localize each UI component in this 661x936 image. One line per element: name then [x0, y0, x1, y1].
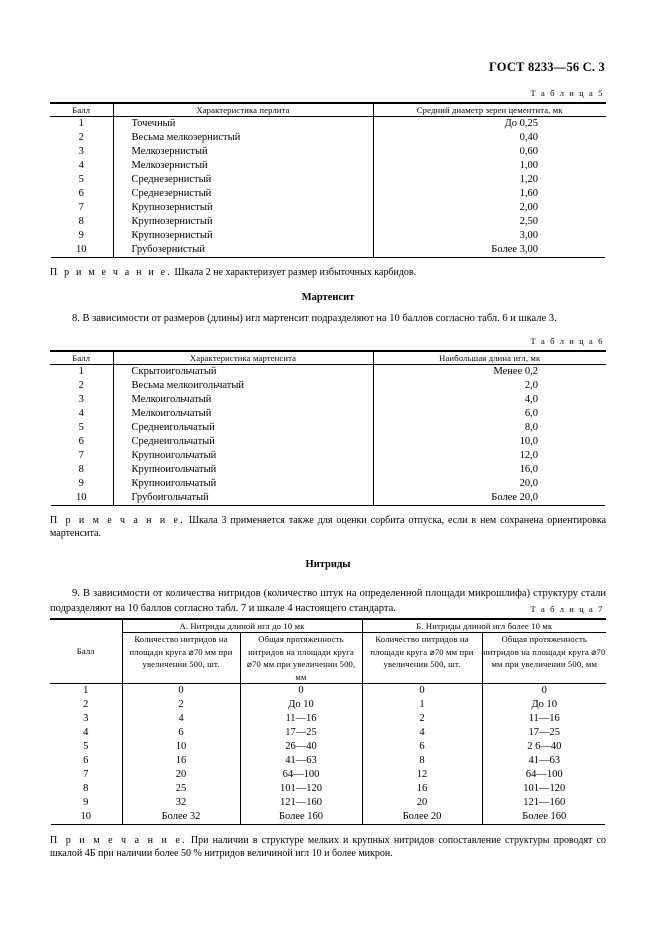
table5-note [50, 266, 606, 280]
table-cell: 3 [83, 713, 89, 725]
table-cell: 11—16 [528, 713, 560, 725]
table6-block [50, 336, 606, 616]
table-cell: Более 3,00 [491, 244, 538, 256]
table-cell: 121—160 [280, 796, 322, 808]
table6-length-column [373, 365, 606, 505]
table-cell: 4,0 [524, 394, 538, 406]
table6-note [50, 514, 606, 541]
table-cell: 6 [78, 436, 84, 448]
table7-note-label: П р и м е ч а н и е. [50, 834, 187, 846]
table-cell: Весьма мелкоигольчатый [131, 380, 245, 392]
table6-ball-list [50, 365, 113, 505]
table-cell: 0,60 [519, 146, 538, 158]
table-cell: 1,60 [519, 188, 538, 200]
table6-note-text: Шкала 3 применяется также для оценки сорбита отпуска, если в нем сохранена ориентировка мартенсита. [50, 514, 607, 540]
table-cell: Более 160 [522, 810, 567, 822]
table-cell: 1 [78, 366, 84, 378]
table-cell: 9 [78, 230, 84, 242]
table-cell: 6 [83, 755, 89, 767]
table-cell: 0 [298, 685, 304, 697]
table7-sub-a-count: Количество нитридов на площади круга ⌀70 мм при увеличении 500, шт. [122, 633, 240, 684]
table-cell: 2 [78, 132, 84, 144]
table7-a-extent-column [240, 684, 362, 824]
table6-characteristic-list [132, 365, 373, 505]
table7-sub-a-extent: Общая протяженность нитридов на площади круга ⌀70 мм при увеличении 500, мм [240, 633, 362, 684]
table-cell: 1 [419, 699, 425, 711]
table-cell: 8,0 [524, 422, 538, 434]
table-cell: 1,20 [519, 174, 538, 186]
nitrides-heading: Нитриды [305, 558, 351, 570]
table-cell: 7 [78, 202, 84, 214]
table-cell: Крупноигольчатый [131, 450, 217, 462]
table-cell: 3,00 [519, 230, 538, 242]
table-cell: 10,0 [519, 436, 538, 448]
table-cell: Более 160 [278, 810, 324, 822]
table-cell: 6,0 [524, 408, 538, 420]
table6-characteristic-column [113, 365, 373, 505]
table5-header-row [50, 103, 606, 117]
table-cell: 2 [419, 713, 425, 725]
table-cell: Среднеигольчатый [131, 422, 215, 434]
table-cell: 26—40 [285, 741, 317, 753]
table5-note-text: Шкала 2 не характеризует размер избыточных карбидов. [174, 266, 417, 278]
table5-caption: Т а б л и ц а 5 [530, 88, 604, 98]
table5-body [50, 117, 606, 257]
table-cell: Мелкозернистый [131, 160, 208, 172]
table-cell: 8 [419, 755, 425, 767]
table-cell: 0,40 [519, 132, 538, 144]
table-cell: 16 [416, 782, 428, 794]
table7-group-a: А. Нитриды длиной игл до 10 мк [122, 619, 362, 633]
table-cell: Более 20,0 [491, 492, 538, 504]
table-cell: Крупноигольчатый [131, 464, 217, 476]
table-cell: 121—160 [523, 796, 566, 808]
nitrides-paragraph: 9. В зависимости от количества нитридов (количество штук на определенной площади микрошлифа) структуру стали подразделяют на 10 баллов согласно табл. 7 и шкале 4 настоящего стандарта. [50, 587, 606, 614]
table7-ball-list [50, 684, 122, 824]
table-cell: До 10 [531, 699, 558, 711]
table7-a-count-list [123, 684, 240, 824]
table-cell: 2 6—40 [527, 741, 562, 753]
table-cell: 0 [178, 685, 184, 697]
table-cell: Среднезернистый [131, 188, 212, 200]
table-cell: 2 [178, 699, 184, 711]
table6-length-list [374, 365, 539, 505]
table-cell: 7 [78, 450, 84, 462]
table-cell: 16 [175, 755, 187, 767]
table6-col-characteristic: Характеристика мартенсита [113, 351, 373, 365]
table-cell: 12,0 [519, 450, 538, 462]
martensite-heading: Мартенсит [301, 292, 355, 304]
table-cell: 4 [178, 713, 184, 725]
table-cell: Весьма мелкозернистый [131, 132, 241, 144]
table6-ball-column [50, 365, 113, 505]
table-cell: 64—100 [525, 768, 563, 780]
table-cell: 1,00 [519, 160, 538, 172]
table6 [50, 350, 606, 505]
table7-sub-b-extent: Общая протяженность нитридов на площади круга ⌀70 мм при увеличении 500, мм [482, 633, 606, 684]
table-cell: 11—16 [285, 713, 317, 725]
table-cell: 8 [83, 782, 89, 794]
table-cell: 1 [83, 685, 89, 697]
table-cell: Среднезернистый [131, 174, 212, 186]
table-cell: 17—25 [285, 727, 317, 739]
table7-b-count-column [362, 684, 482, 824]
table7-group-row [50, 619, 606, 633]
table-cell: 3 [78, 146, 84, 158]
table-cell: 2 [78, 380, 84, 392]
table-cell: 8 [78, 216, 84, 228]
table-cell: 4 [83, 727, 89, 739]
table-cell: Грубозернистый [131, 244, 205, 256]
table-cell: Крупнозернистый [131, 202, 213, 214]
table-cell: 5 [83, 741, 89, 753]
table-cell: 10 [80, 810, 91, 822]
table-cell: 7 [83, 768, 89, 780]
table-cell: Мелкозернистый [131, 146, 208, 158]
table7-note-text: При наличии в структуре мелких и крупных нитридов сопоставление структуры проводят со шкалой 4Б при наличии более 50 % нитридов величиной игл 10 и более микрон. [50, 834, 607, 860]
table6-col-length: Наибольшая длина игл, мк [373, 351, 606, 365]
table-cell: 2 [83, 699, 89, 711]
table-cell: 41—63 [528, 755, 560, 767]
table-cell: 20 [416, 796, 428, 808]
table5-col-diameter: Средний диаметр зерен цементита, мк [373, 103, 606, 117]
table-cell: 0 [541, 685, 547, 697]
table6-header-row [50, 351, 606, 365]
table5-note-label: П р и м е ч а н и е. [50, 266, 172, 278]
table7-group-b: Б. Нитриды длиной игл более 10 мк [362, 619, 606, 633]
table-cell: 5 [78, 422, 84, 434]
table6-col-ball: Балл [72, 353, 91, 363]
table7-block [50, 604, 606, 861]
table7-a-count-column [122, 684, 240, 824]
table-cell: 101—120 [280, 782, 322, 794]
table-cell: 1 [78, 118, 84, 130]
table-cell: 25 [175, 782, 187, 794]
table-cell: 6 [419, 741, 425, 753]
table-cell: До 10 [288, 699, 314, 711]
table5-diameter-list [374, 117, 539, 257]
table7-b-extent-list [483, 684, 607, 824]
table-cell: 2,0 [524, 380, 538, 392]
table-cell: 6 [78, 188, 84, 200]
table6-body [50, 365, 606, 505]
table7-b-count-list [363, 684, 482, 824]
table-cell: 10 [76, 244, 87, 256]
table-cell: Менее 0,2 [493, 366, 538, 378]
table-cell: Грубоигольчатый [131, 492, 209, 504]
table5 [50, 102, 606, 257]
table-cell: Более 32 [161, 810, 201, 822]
table7 [50, 618, 606, 824]
table-cell: Мелкоигольчатый [131, 394, 212, 406]
table7-sub-b-count: Количество нитридов на площади круга ⌀70 мм при увеличении 500, шт. [362, 633, 482, 684]
table-cell: 5 [78, 174, 84, 186]
table-cell: 12 [416, 768, 428, 780]
table7-col-ball: Балл [76, 646, 95, 657]
table-cell: 2,50 [519, 216, 538, 228]
table-cell: 0 [419, 685, 425, 697]
table-cell: 10 [76, 492, 87, 504]
martensite-paragraph: 8. В зависимости от размеров (длины) игл мартенсит подразделяют на 10 баллов согласно табл. 6 и шкале 3. [72, 313, 557, 325]
table7-ball-column [50, 684, 122, 824]
table-cell: 10 [175, 741, 187, 753]
table5-block [50, 88, 606, 327]
table5-diameter-column [373, 117, 606, 257]
table7-b-extent-column [482, 684, 606, 824]
table-cell: Крупнозернистый [131, 216, 213, 228]
table7-subheader-row [50, 633, 606, 684]
table-cell: 3 [78, 394, 84, 406]
table7-note [50, 834, 606, 861]
table-cell: Мелкоигольчатый [131, 408, 212, 420]
table-cell: Более 20 [402, 810, 442, 822]
table-cell: 64—100 [282, 768, 320, 780]
table5-characteristic-column [113, 117, 373, 257]
table-cell: 2,00 [519, 202, 538, 214]
table-cell: Среднеигольчатый [131, 436, 215, 448]
table5-col-ball: Балл [72, 105, 91, 115]
page-header: ГОСТ 8233—56 С. 3 [488, 60, 605, 74]
table6-note-label: П р и м е ч а н и е. [50, 514, 185, 526]
table-cell: 9 [78, 478, 84, 490]
table-cell: Скрытоигольчатый [131, 366, 217, 378]
table-cell: 4 [78, 160, 84, 172]
table7-body [50, 684, 606, 824]
table6-caption: Т а б л и ц а 6 [530, 336, 604, 346]
table-cell: 16,0 [519, 464, 538, 476]
table-cell: 8 [78, 464, 84, 476]
table-cell: До 0,25 [504, 118, 538, 130]
table-cell: 9 [83, 796, 89, 808]
table-cell: 17—25 [528, 727, 560, 739]
table5-characteristic-list [132, 117, 373, 257]
table5-col-characteristic: Характеристика перлита [113, 103, 373, 117]
table7-caption: Т а б л и ц а 7 [530, 604, 604, 614]
table-cell: Крупноигольчатый [131, 478, 217, 490]
table-cell: 20 [175, 768, 187, 780]
table5-ball-list [50, 117, 113, 257]
table5-ball-column [50, 117, 113, 257]
table-cell: 4 [78, 408, 84, 420]
table-cell: 32 [175, 796, 187, 808]
table-cell: Крупнозернистый [131, 230, 213, 242]
table-cell: 20,0 [519, 478, 538, 490]
table-cell: 101—120 [523, 782, 566, 794]
table7-a-extent-list [241, 684, 362, 824]
table-cell: 4 [419, 727, 425, 739]
table-cell: 6 [178, 727, 184, 739]
table-cell: 41—63 [285, 755, 317, 767]
table-cell: Точечный [131, 118, 176, 130]
